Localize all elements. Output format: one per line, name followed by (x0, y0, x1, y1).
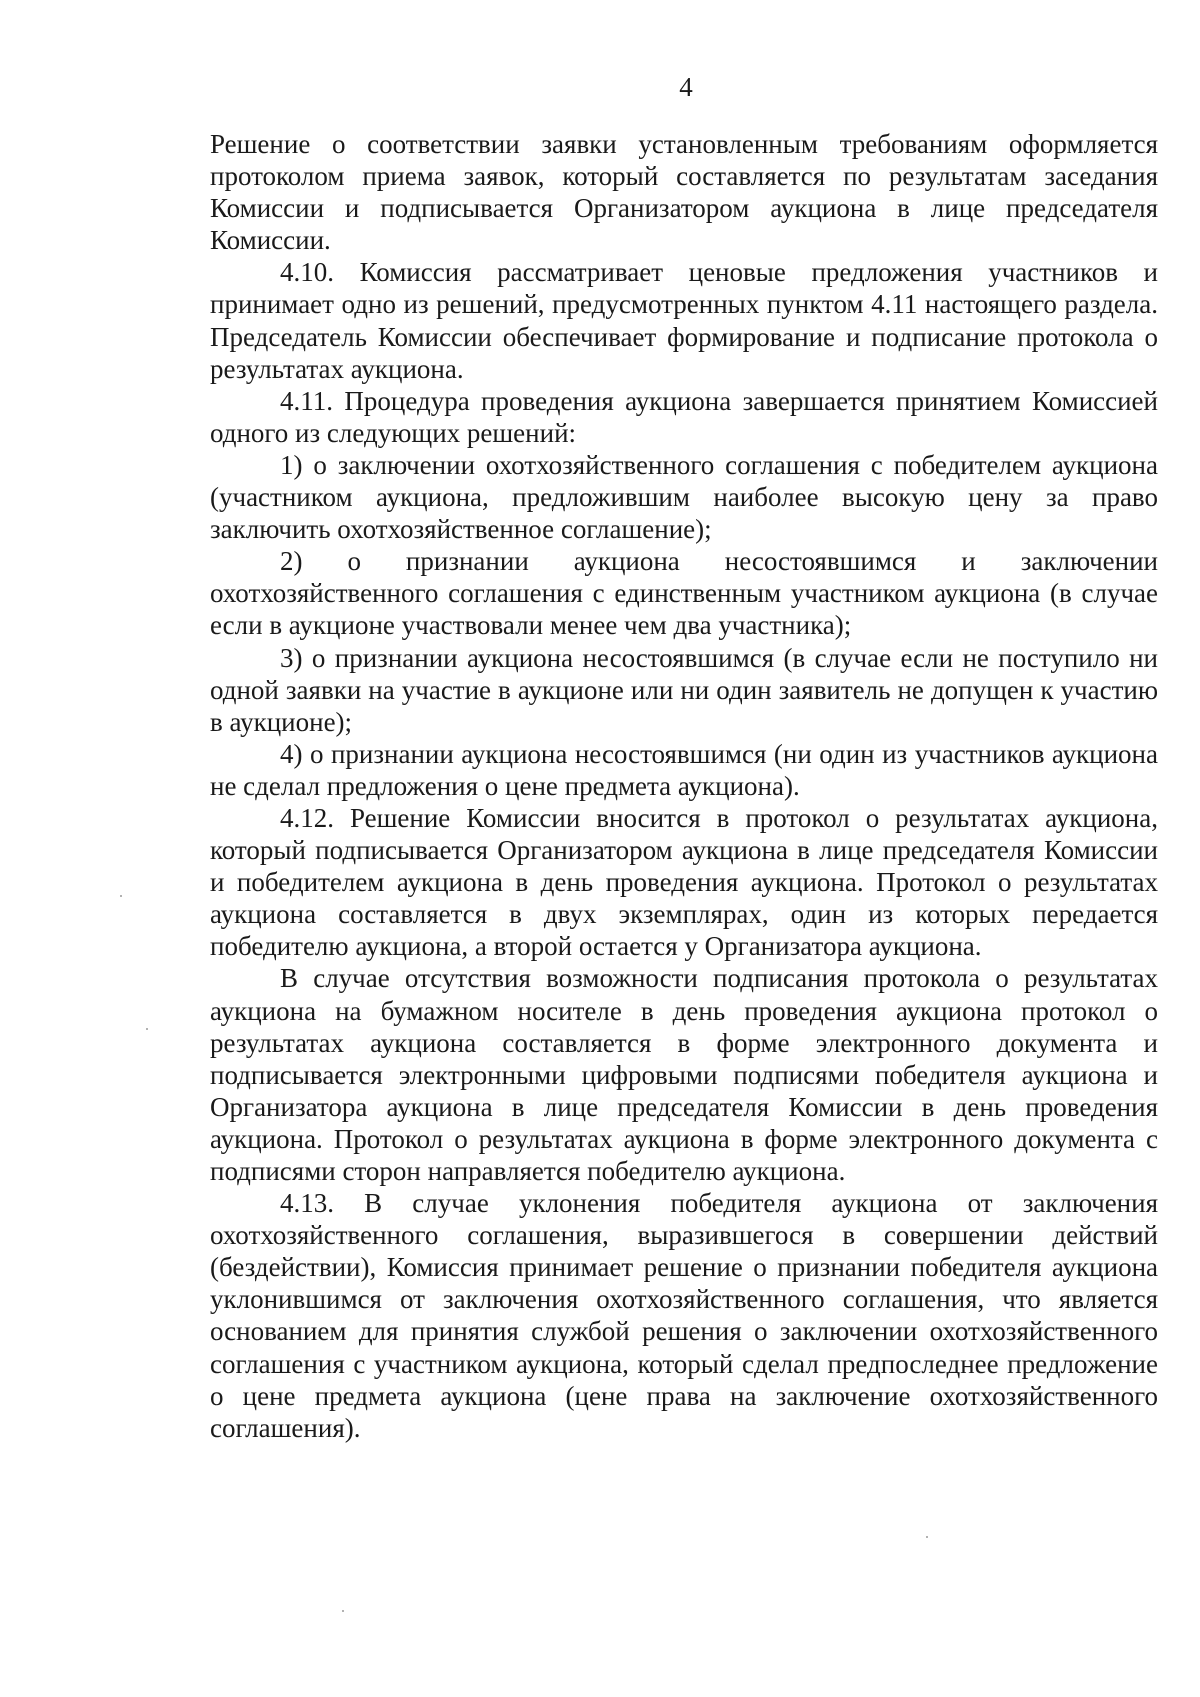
scan-artifact (342, 1610, 344, 1612)
list-item-1: 1) о заключении охотхозяйственного соглашения с победителем аукциона (участником аукциона, предложившим наиболее высокую цену за право заключить охотхозяйственное соглашение); (210, 449, 1158, 545)
paragraph-4-13: 4.13. В случае уклонения победителя аукциона от заключения охотхозяйственного соглашения, выразившегося в совершении действий (бездействии), Комиссия принимает решение о признании победителя аукциона уклонившимся от заключения охотхозяйственного соглашения, что является основанием для принятия службой решения о заключении охотхозяйственного соглашения с участником аукциона, который сделал предпоследнее предложение о цене предмета аукциона (цене права на заключение охотхозяйственного соглашения). (210, 1188, 1158, 1443)
paragraph-4-11: 4.11. Процедура проведения аукциона завершается принятием Комиссией одного из следующих решений: (210, 385, 1158, 448)
paragraph-application-decision: Решение о соответствии заявки установленным требованиям оформляется протоколом приема заявок, который составляется по результатам заседания Комиссии и подписывается Организатором аукциона в лице председателя Комиссии. (210, 129, 1158, 256)
scan-artifact (146, 1028, 148, 1030)
paragraph-electronic-protocol: В случае отсутствия возможности подписания протокола о результатах аукциона на бумажном носителе в день проведения аукциона протокол о результатах аукциона составляется в форме электронного документа и подписывается электронными цифровыми подписями победителя аукциона и Организатора аукциона в лице председателя Комиссии в день проведения аукциона. Протокол о результатах аукциона в форме электронного документа с подписями сторон направляется победителю аукциона. (210, 963, 1158, 1186)
document-body (210, 128, 1158, 1444)
paragraph-4-10: 4.10. Комиссия рассматривает ценовые предложения участников и принимает одно из решений, предусмотренных пунктом 4.11 настоящего раздела. Председатель Комиссии обеспечивает формирование и подписание протокола о результатах аукциона. (210, 257, 1158, 384)
list-item-2: 2) о признании аукциона несостоявшимся и заключении охотхозяйственного соглашения с единственным участником аукциона (в случае если в аукционе участвовали менее чем два участника); (210, 546, 1158, 641)
paragraph-4-12: 4.12. Решение Комиссии вносится в протокол о результатах аукциона, который подписывается Организатором аукциона в лице председателя Комиссии и победителем аукциона в день проведения аукциона. Протокол о результатах аукциона составляется в двух экземплярах, один из которых передается победителю аукциона, а второй остается у Организатора аукциона. (210, 802, 1158, 962)
page-number: 4 (679, 72, 693, 102)
scan-artifact (926, 1536, 928, 1538)
list-item-4: 4) о признании аукциона несостоявшимся (ни один из участников аукциона не сделал предложения о цене предмета аукциона). (210, 738, 1158, 801)
list-item-3: 3) о признании аукциона несостоявшимся (в случае если не поступило ни одной заявки на участие в аукционе или ни один заявитель не допущен к участию в аукционе); (210, 642, 1158, 737)
scan-artifact (120, 895, 122, 897)
